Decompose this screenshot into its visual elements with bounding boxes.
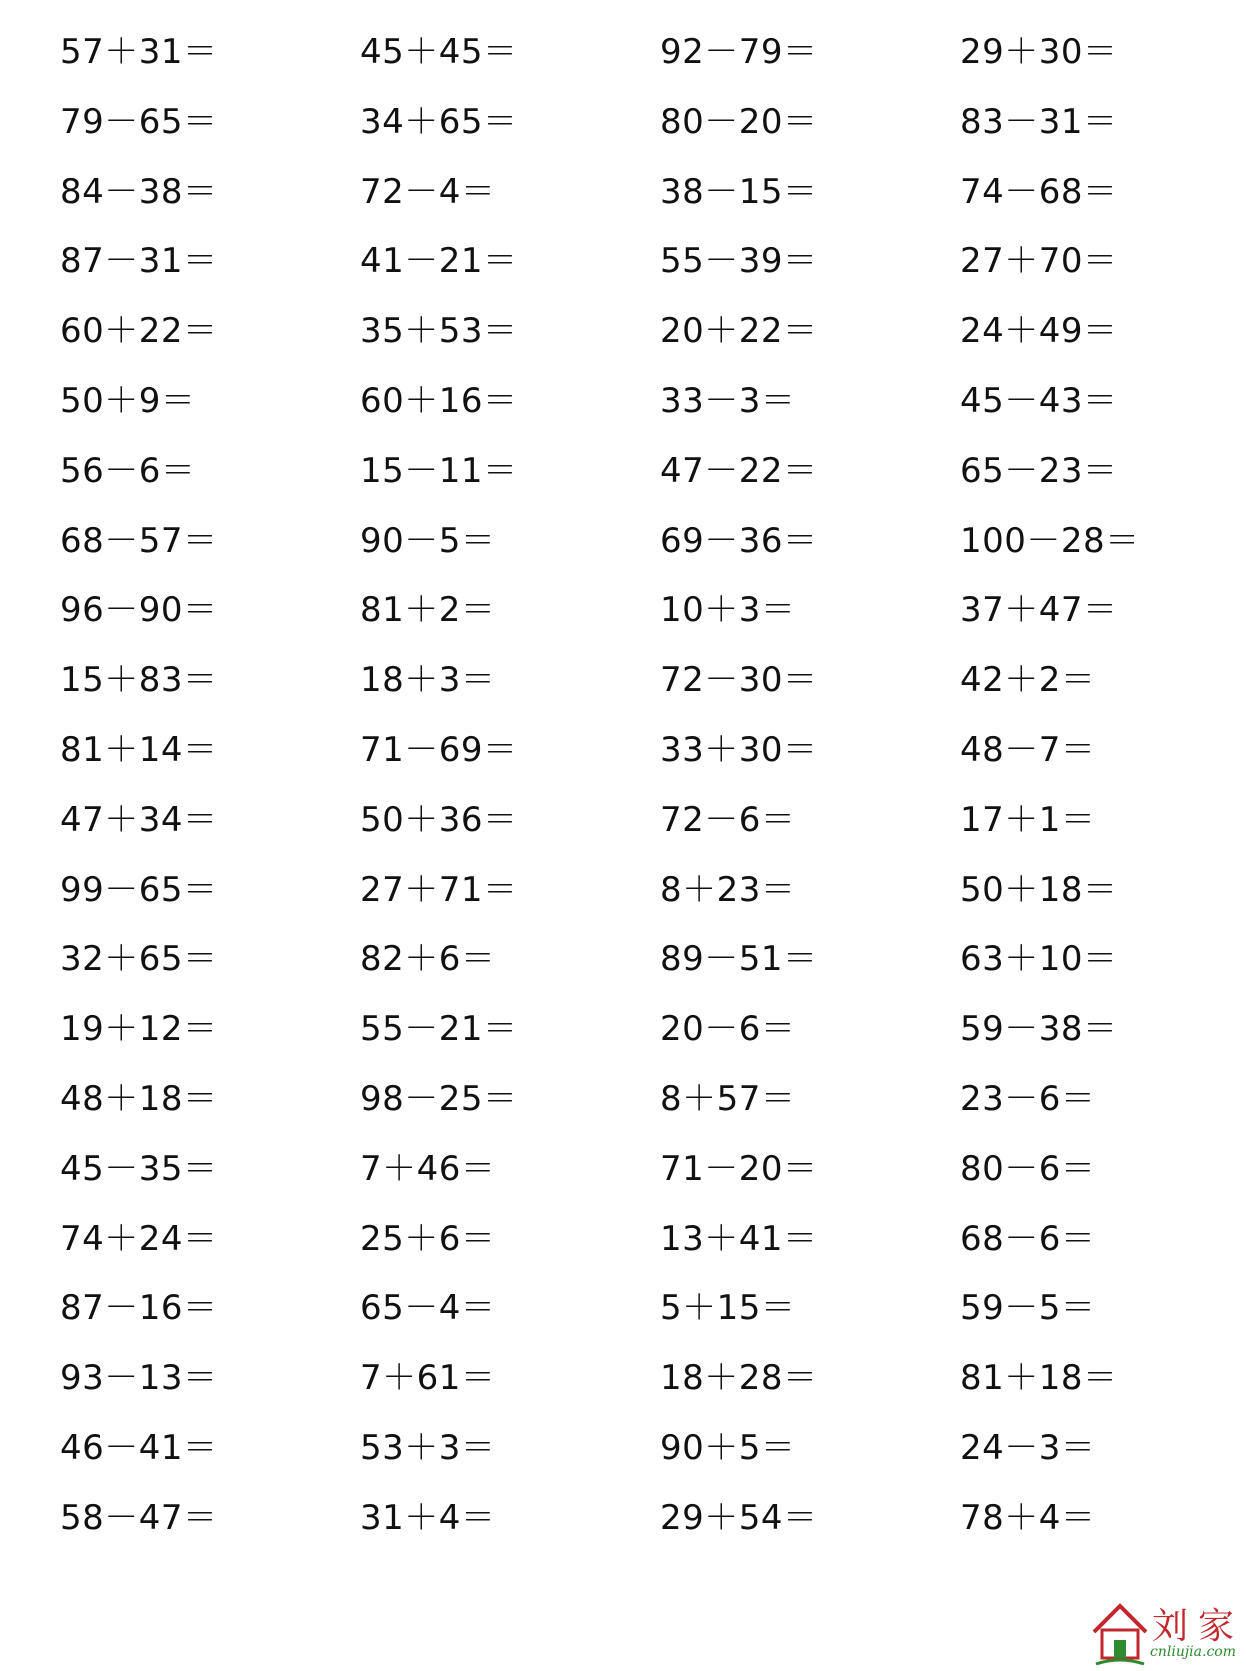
- math-problem: 83－31＝: [960, 101, 1118, 142]
- math-problem: 87－16＝: [60, 1288, 218, 1329]
- math-problem: 27＋70＝: [960, 241, 1118, 282]
- math-problem: 33＋30＝: [660, 729, 818, 770]
- math-problem: 24－3＝: [960, 1427, 1096, 1468]
- math-problem: 87－31＝: [60, 241, 218, 282]
- math-problem: 27＋71＝: [360, 869, 518, 910]
- math-problem: 84－38＝: [60, 171, 218, 212]
- math-problem: 55－39＝: [660, 241, 818, 282]
- math-problem: 56－6＝: [60, 450, 196, 491]
- house-logo-icon: [1090, 1598, 1150, 1671]
- math-problem: 55－21＝: [360, 1009, 518, 1050]
- math-problem: 81＋2＝: [360, 590, 496, 631]
- math-problem: 29＋30＝: [960, 32, 1118, 72]
- math-problem: 7＋46＝: [360, 1148, 496, 1189]
- math-problem: 41－21＝: [360, 241, 518, 282]
- math-problem: 60＋22＝: [60, 311, 218, 352]
- math-problem: 45－35＝: [60, 1148, 218, 1189]
- math-problem: 72－30＝: [660, 660, 818, 701]
- math-problem: 68－6＝: [960, 1218, 1096, 1259]
- math-problem: 20－6＝: [660, 1009, 796, 1050]
- math-problem: 18＋28＝: [660, 1358, 818, 1399]
- math-problem: 8＋57＝: [660, 1078, 796, 1119]
- math-problem: 63＋10＝: [960, 939, 1118, 980]
- math-problem: 48－7＝: [960, 729, 1096, 770]
- math-problem: 48＋18＝: [60, 1078, 218, 1119]
- math-problem: 50＋9＝: [60, 380, 196, 421]
- watermark-logo: [1090, 1598, 1246, 1671]
- math-problem: 46－41＝: [60, 1427, 218, 1468]
- math-problem: 25＋6＝: [360, 1218, 496, 1259]
- math-problem: 80－20＝: [660, 101, 818, 142]
- math-problem: 8＋23＝: [660, 869, 796, 910]
- math-problem: 19＋12＝: [60, 1009, 218, 1050]
- math-problem: 29＋54＝: [660, 1497, 818, 1538]
- math-problem: 74－68＝: [960, 171, 1118, 212]
- math-problem: 50＋36＝: [360, 799, 518, 840]
- math-problem: 90＋5＝: [660, 1427, 796, 1468]
- math-problem: 81＋18＝: [960, 1358, 1118, 1399]
- math-problem: 45－43＝: [960, 380, 1118, 421]
- worksheet-grid: [60, 18, 1246, 1554]
- math-problem: 47＋34＝: [60, 799, 218, 840]
- math-problem: 96－90＝: [60, 590, 218, 631]
- math-problem: 89－51＝: [660, 939, 818, 980]
- math-problem: 71－20＝: [660, 1148, 818, 1189]
- math-problem: 31＋4＝: [360, 1497, 496, 1538]
- math-problem: 20＋22＝: [660, 311, 818, 352]
- math-problem: 82＋6＝: [360, 939, 496, 980]
- watermark-domain: cnliujia.com: [1150, 1644, 1236, 1660]
- math-problem: 37＋47＝: [960, 590, 1118, 631]
- math-problem: 98－25＝: [360, 1078, 518, 1119]
- math-problem: 72－4＝: [360, 171, 496, 212]
- math-problem: 53＋3＝: [360, 1427, 496, 1468]
- math-problem: 79－65＝: [60, 101, 218, 142]
- math-problem: 99－65＝: [60, 869, 218, 910]
- math-problem: 10＋3＝: [660, 590, 796, 631]
- math-problem: 59－38＝: [960, 1009, 1118, 1050]
- math-problem: 69－36＝: [660, 520, 818, 561]
- math-problem: 18＋3＝: [360, 660, 496, 701]
- math-problem: 80－6＝: [960, 1148, 1096, 1189]
- watermark-glyphs: 刘家: [1152, 1606, 1245, 1647]
- math-problem: 45＋45＝: [360, 32, 518, 72]
- math-problem: 13＋41＝: [660, 1218, 818, 1259]
- math-problem: 78＋4＝: [960, 1497, 1096, 1538]
- math-problem: 17＋1＝: [960, 799, 1096, 840]
- math-problem: 81＋14＝: [60, 729, 218, 770]
- math-problem: 24＋49＝: [960, 311, 1118, 352]
- math-problem: 60＋16＝: [360, 380, 518, 421]
- math-problem: 93－13＝: [60, 1358, 218, 1399]
- math-problem: 71－69＝: [360, 729, 518, 770]
- math-problem: 90－5＝: [360, 520, 496, 561]
- math-problem: 65－4＝: [360, 1288, 496, 1329]
- math-problem: 58－47＝: [60, 1497, 218, 1538]
- math-problem: 38－15＝: [660, 171, 818, 212]
- math-problem: 33－3＝: [660, 380, 796, 421]
- math-problem: 47－22＝: [660, 450, 818, 491]
- math-problem: 42＋2＝: [960, 660, 1096, 701]
- math-problem: 65－23＝: [960, 450, 1118, 491]
- math-problem: 50＋18＝: [960, 869, 1118, 910]
- math-problem: 7＋61＝: [360, 1358, 496, 1399]
- math-problem: 100－28＝: [960, 520, 1140, 561]
- math-problem: 68－57＝: [60, 520, 218, 561]
- math-problem: 15－11＝: [360, 450, 518, 491]
- math-problem: 92－79＝: [660, 32, 818, 72]
- math-problem: 34＋65＝: [360, 101, 518, 142]
- math-problem: 72－6＝: [660, 799, 796, 840]
- math-problem: 15＋83＝: [60, 660, 218, 701]
- math-problem: 35＋53＝: [360, 311, 518, 352]
- math-problem: 57＋31＝: [60, 32, 218, 72]
- math-problem: 59－5＝: [960, 1288, 1096, 1329]
- math-problem: 32＋65＝: [60, 939, 218, 980]
- math-problem: 5＋15＝: [660, 1288, 796, 1329]
- math-problem: 74＋24＝: [60, 1218, 218, 1259]
- math-problem: 23－6＝: [960, 1078, 1096, 1119]
